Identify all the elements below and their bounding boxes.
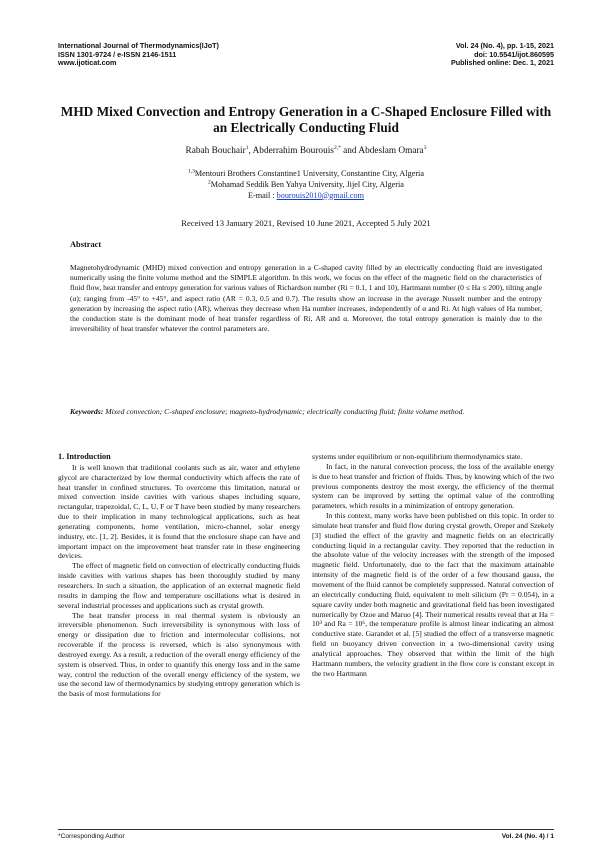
author-1-sup: 1 [245,144,249,151]
header-left [58,42,219,68]
author-3: and Abdeslam Omara [340,146,424,156]
paragraph: The effect of magnetic field on convection of electrically conducting fluids inside cavities with various shapes has been thoroughly studied by many researchers. In such a situation, the application of an external magnetic field results in damping the flow and temperature oscillations what is desired in several industrial processes and applications such as crystal growth. [58,561,301,610]
paper-title: MHD Mixed Convection and Entropy Generation in a C-Shaped Enclosure Filled with an Electrically Conducting Fluid [60,104,552,135]
published-date: Published online: Dec. 1, 2021 [450,58,554,68]
abstract-text: Magnetohydrodynamic (MHD) mixed convection and entropy generation in a C-shaped cavity filled by an electrically conducting fluid are investigated numerically using the finite volume method and the SIMPLE algorithm. In this work, we focus on the effect of the magnetic field on the characteristics of fluid flow, heat transfer and entropy generation for various values of Richardson number (Ri = 0.1, 1 and 10), Hartmann number (0 ≤ Ha ≤ 200), tilting angle (α); ranging from -45° to +45°, and aspect ratio (AR = 0.3, 0.5 and 0.7). The results show an increase in the average Nusselt number and the entropy generation by increasing the aspect ratio (AR), whereas they decrease when Ha number increases, independently of α and Ri. At high values of Ha number, the conduction state is the dominant mode of heat transfer regardless of Ri, AR and α. Moreover, the total entropy generation is mainly due to the irreversibility of heat transfer whatever the control parameters are. [70,263,542,334]
affiliation-2-text: Mohamad Seddik Ben Yahya University, Jijel City, Algeria [210,179,404,189]
paragraph: It is well known that traditional coolants such as air, water and ethylene glycol are characterized by low thermal conductivity which affects the rate of heat transfer in confined structures. To overcome this limitation, natural or mixed convection inside cavities with various shapes including square, rectangular, trapezoidal, C, L, U, F or T have been studied by many researchers due to their implication in many technological applications, such as heat generating components, home ventilation, micro-channel, solar energy industry, etc. [1, 2]. Besides, it is found that the enclosure shape can have and important impact on the improvement heat transfer rate in these engineering devices. [58,462,300,561]
footer-divider [58,829,554,830]
keywords-label: Keywords: [70,407,104,416]
left-column [58,452,300,699]
paragraph: The heat transfer process in real thermal system is obviously an irreversible phenomenon. Such irreversibility is synonymous with loss of energy or dissipation due to friction and intermolecular collisions, not recoverable if the process is reversed, which is also synonymous with destroyed exergy. As a result, a reduction of the overall energy efficiency of the system is observed. Thus, in order to quantify this energy loss and in the same way, control the reduction of the overall energy efficiency of the system, we use the second law of thermodynamics by studying entropy generation which is the basis of most formulations for [58,610,300,699]
keywords [70,407,542,417]
affiliation-2-sup: 2 [208,179,211,186]
paragraph: systems under equilibrium or non-equilibrium thermodynamics state. [312,452,523,461]
affiliations [58,169,554,201]
affiliation-2 [58,180,554,191]
email-line [58,191,554,202]
affiliation-1-text: Mentouri Brothers Constantine1 University, Constantine City, Algeria [194,169,424,178]
right-column [312,452,554,678]
author-2-sup: 2,* [333,144,341,151]
page-footer [58,833,554,840]
email-label: E-mail : [247,190,277,200]
keywords-text: Mixed convection; C-shaped enclosure; magneto-hydrodynamic; electrically conducting fluid; finite volume method. [103,407,465,416]
author-list [58,146,554,156]
abstract-heading: Abstract [70,240,102,249]
journal-issn: ISSN 1301-9724 / e-ISSN 2146-1511 [58,49,177,59]
affiliation-1 [58,169,554,180]
author-3-sup: 3 [423,144,427,151]
header-right [451,42,554,68]
volume-info: Vol. 24 (No. 4), pp. 1-15, 2021 [455,41,554,50]
author-1: Rabah Bouchair [185,146,246,156]
corresponding-author-note: *Corresponding Author [58,833,125,840]
paragraph: In fact, in the natural convection process, the loss of the available energy is due to heat transfer and friction of fluids. Thus, by knowing which of the two previous components destroy the most exergy, the efficiency of the thermal system can be improved by setting the optimal value of the controlling parameters, which results in a minimization of entropy generation. [312,461,554,511]
affiliation-1-sup: 1,3 [188,168,195,175]
doi[interactable]: doi: 10.5541/ijot.860595 [474,49,554,59]
journal-name: International Journal of Thermodynamics(IJoT) [58,41,219,50]
received-dates: Received 13 January 2021, Revised 10 June 2021, Accepted 5 July 2021 [181,218,431,228]
journal-website[interactable]: www.ijoticat.com [58,58,117,68]
author-2: , Abderrahim Bourouis [248,146,334,156]
email-link[interactable]: bourouis2010@gmail.com [276,190,365,200]
paragraph: In this context, many works have been published on this topic. In order to simulate heat transfer and fluid flow during crystal growth, Oreper and Szekely [3] studied the effect of the gravity and magnetic fields on an electrically conducting liquid in a rectangular cavity. They reported that the reduction in the absolute value of the velocity increases with the strength of the imposed magnetic field. Unfortunately, due to the fact that the maximum attainable intensity of the magnetic field is of the order of a few thousand gauss, the movement of the fluid cannot be completely suppressed. Natural convection of an electrically conducting fluid, equivalent to melt silicium (Pr = 0.054), in a square cavity under both magnetic and gravitational field has been investigated numerically by Ozoe and Maruo [4]. Their numerical results reveal that at Ha = 10³ and Ra = 10⁶, the temperature profile is almost linear indicating an almost conductive state. Garandet et al. [5] studied the effect of a transverse magnetic field on buoyancy driven convection in a two-dimensional cavity using analytical approaches. They observed that within the limit of the high Hartmann numbers, the velocity gradient in the flow core is constant except in the two Hartmann [312,511,554,678]
section-heading: 1. Introduction [58,452,111,461]
page-number: Vol. 24 (No. 4) / 1 [501,833,554,840]
